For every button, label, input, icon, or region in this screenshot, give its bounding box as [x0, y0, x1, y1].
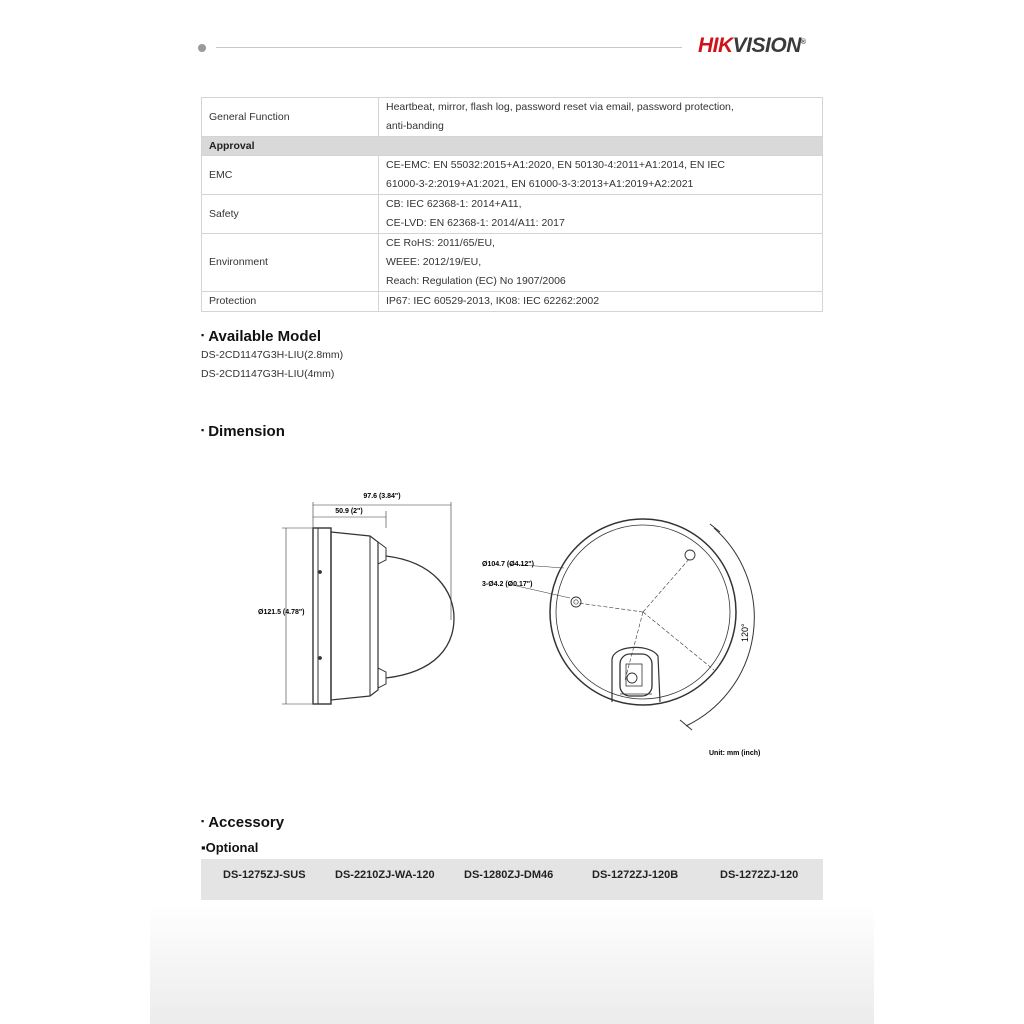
spec-value-line: CE RoHS: 2011/65/EU, [386, 237, 495, 249]
dimension-drawing [240, 480, 800, 770]
spec-label: General Function [202, 98, 379, 137]
spec-value [379, 292, 823, 312]
spec-value-line: anti-banding [386, 120, 444, 132]
spec-label: Environment [202, 234, 379, 292]
base-view [508, 519, 754, 730]
spec-label: EMC [202, 156, 379, 195]
spec-value-line: CE-EMC: EN 55032:2015+A1:2020, EN 50130-4:2011+A1:2014, EN IEC [386, 159, 725, 171]
accessory-item: DS-1272ZJ-120 [720, 869, 799, 881]
accessory-heading: ▪ Accessory [201, 814, 285, 831]
hikvision-logo: HIKVISION® [698, 34, 806, 57]
unit-label: Unit: mm (inch) [709, 750, 761, 757]
spec-row [202, 156, 823, 195]
available-model-heading: ▪ Available Model [201, 328, 322, 345]
spec-value [379, 98, 823, 137]
side-width-label: 97.6 (3.84") [363, 493, 401, 500]
spec-section-title: Approval [202, 137, 823, 156]
spec-value-line: Reach: Regulation (EC) No 1907/2006 [386, 275, 566, 287]
spec-value-line: CE-LVD: EN 62368-1: 2014/A11: 2017 [386, 217, 565, 229]
side-diameter-label: Ø121.5 (4.78") [258, 609, 305, 616]
spec-value [379, 156, 823, 195]
spec-row [202, 195, 823, 234]
spec-value [379, 234, 823, 292]
model-item: DS-2CD1147G3H-LIU(4mm) [201, 368, 335, 380]
holes-label: 3-Ø4.2 (Ø0.17") [482, 581, 533, 588]
spec-table [201, 97, 823, 312]
dimension-heading: ▪ Dimension [201, 423, 285, 440]
page-bottom-shade [150, 905, 874, 1024]
optional-heading: ▪Optional [201, 840, 259, 855]
accessory-item: DS-1272ZJ-120B [592, 869, 679, 881]
spec-value-line: Heartbeat, mirror, flash log, password reset via email, password protection, [386, 101, 734, 113]
spec-row [202, 234, 823, 292]
spec-value-line: 61000-3-2:2019+A1:2021, EN 61000-3-3:2013+A1:2019+A2:2021 [386, 178, 694, 190]
model-item: DS-2CD1147G3H-LIU(2.8mm) [201, 349, 344, 361]
header-rule [216, 47, 682, 48]
accessory-item: DS-1280ZJ-DM46 [464, 869, 554, 881]
accessory-bar [201, 859, 823, 900]
side-depth-label: 50.9 (2") [335, 508, 363, 515]
spec-row [202, 98, 823, 137]
accessory-item: DS-1275ZJ-SUS [223, 869, 306, 881]
spec-label: Safety [202, 195, 379, 234]
spec-section-row [202, 137, 823, 156]
spec-value-line: CB: IEC 62368-1: 2014+A11, [386, 198, 522, 210]
spec-row [202, 292, 823, 312]
spec-value [379, 195, 823, 234]
spec-value-line: IP67: IEC 60529-2013, IK08: IEC 62262:2002 [386, 295, 600, 307]
side-view [282, 502, 454, 704]
accessory-item: DS-2210ZJ-WA-120 [335, 869, 435, 881]
spec-value-line: WEEE: 2012/19/EU, [386, 256, 482, 268]
base-diameter-label: Ø104.7 (Ø4.12") [482, 561, 534, 568]
angle-label: 120° [740, 623, 750, 642]
spec-label: Protection [202, 292, 379, 312]
header-dot [198, 44, 206, 52]
